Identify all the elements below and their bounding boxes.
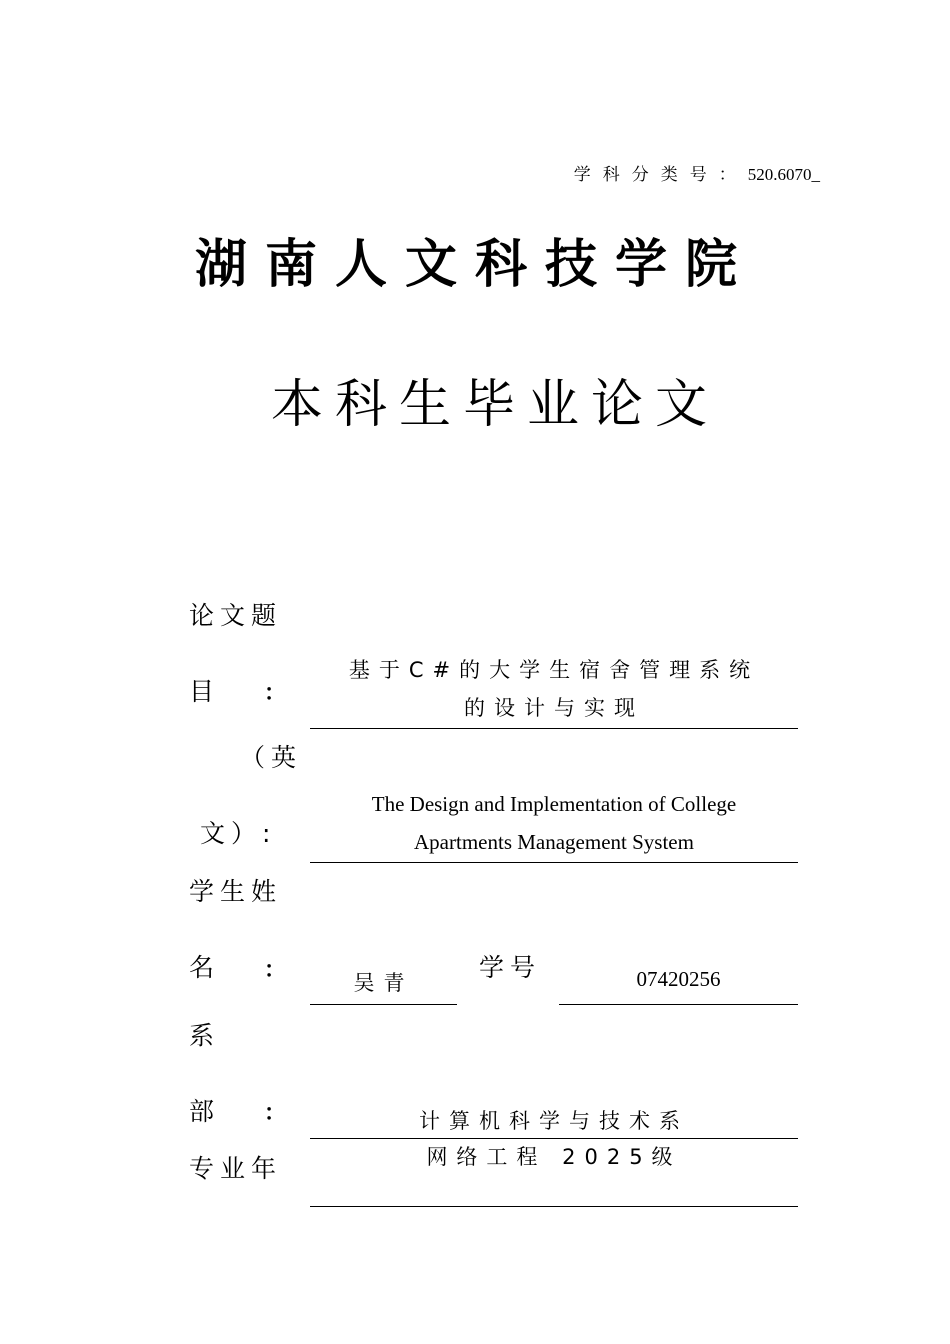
title-cn-underline	[310, 728, 798, 729]
thesis-type-title: 本科生毕业论文	[270, 375, 719, 435]
student-id-label: 学号	[479, 953, 542, 982]
department-colon: ：	[264, 1101, 287, 1126]
title-en-label-line2: 文）:	[200, 819, 277, 848]
department-label-line2: 部	[189, 1097, 221, 1126]
title-cn-value-line2: 的设计与实现	[464, 696, 644, 720]
classification-number	[574, 160, 820, 185]
student-name-colon: ：	[264, 958, 287, 983]
student-name-label-line1: 学生姓	[189, 877, 283, 906]
title-en-value-line1: The Design and Implementation of College	[371, 792, 737, 816]
classification-value: 520.6070_	[747, 165, 820, 184]
title-en-label-line1: （英	[240, 743, 303, 772]
major-year-underline	[310, 1206, 798, 1207]
department-label-line1: 系	[189, 1021, 221, 1050]
title-cn-label-line1: 论文题	[189, 601, 283, 630]
major-year-value: 网络工程 2025级	[426, 1145, 682, 1169]
student-id-value: 07420256	[636, 967, 721, 991]
student-name-label-line2: 名	[189, 953, 221, 982]
department-underline	[310, 1138, 798, 1139]
student-name-underline	[310, 1004, 457, 1005]
major-year-label: 专业年	[189, 1154, 283, 1183]
title-en-value-line2: Apartments Management System	[414, 830, 694, 854]
title-cn-colon: ：	[264, 681, 287, 706]
department-value: 计算机科学与技术系	[419, 1109, 689, 1133]
student-id-underline	[559, 1004, 798, 1005]
title-cn-value-line1: 基于C#的大学生宿舍管理系统	[348, 658, 760, 682]
student-name-value: 吴青	[353, 971, 414, 995]
school-name: 湖南人文科技学院	[194, 234, 755, 295]
classification-label: 学科分类号：	[573, 165, 748, 184]
title-en-underline	[310, 862, 798, 863]
title-cn-label-line2: 目	[189, 677, 221, 706]
